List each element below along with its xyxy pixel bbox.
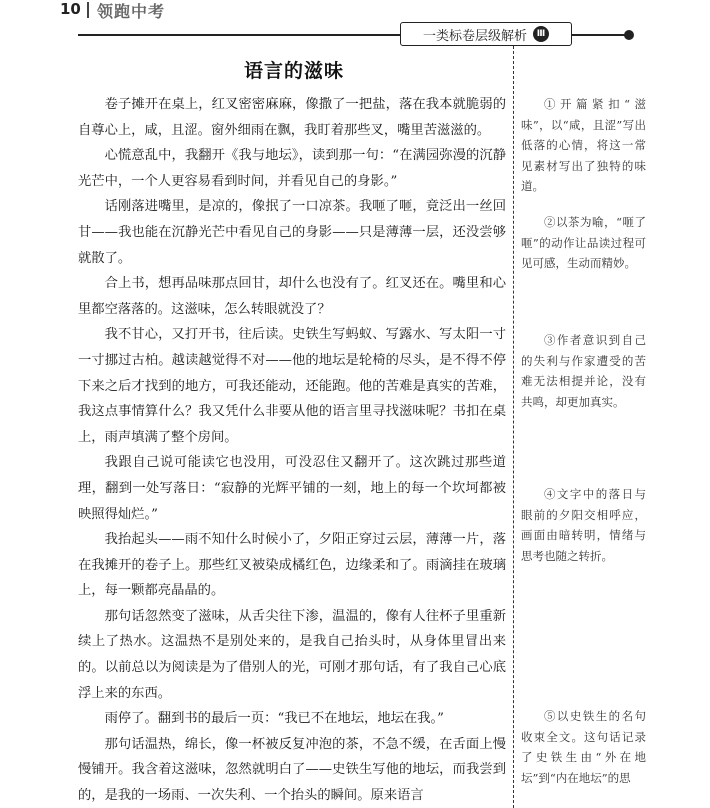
- annotation-2: ②以茶为喻，“咂了咂”的动作让品读过程可见可感，生动而精妙。: [521, 215, 646, 270]
- paragraph-8: 那句话忽然变了滋味，从舌尖往下渗，温温的，像有人往杯子里重新续上了热水。这温热不是别处来的，是我自己抬头时，从身体里冒出来的。以前总以为阅读是为了借别人的光，可刚才那句话，有了我自己心底浮上来的东西。: [78, 608, 506, 701]
- book-title: 领跑中考: [97, 2, 166, 21]
- paragraph-5: 我不甘心，又打开书，往后读。史铁生写蚂蚁、写露水、写太阳一寸一寸挪过古柏。越读越觉得不对——他的地坛是轮椅的尽头，是不得不停下来之后才找到的地方，可我还能动，还能跑。他的苦难是真实的苦难，我这点事情算什么？我又凭什么非要从他的语言里寻找滋味呢？书扣在桌上，雨声填满了整个房间。: [78, 327, 506, 445]
- column-divider: [513, 46, 514, 808]
- header-rule-right: [572, 34, 628, 36]
- page-number: 10: [60, 0, 81, 18]
- annotation-3: ③作者意识到自己的失利与作家遭受的苦难无法相提并论，没有共鸣，却更加真实。: [521, 333, 646, 409]
- paragraph-1: 卷子摊开在桌上，红叉密密麻麻，像撒了一把盐，落在我本就脆弱的自尊心上，咸，且涩。窗外细雨在飘，我盯着那些叉，嘴里苦滋滋的。: [78, 97, 506, 138]
- paragraph-3: 话刚落进嘴里，是凉的，像抿了一口凉茶。我咂了咂，竟泛出一丝回甘——我也能在沉静光芒中看见自己的身影——只是薄薄一层，还没尝够就散了。: [78, 199, 506, 266]
- header-separator: [87, 2, 89, 18]
- paragraph-9: 雨停了。翻到书的最后一页：“我已不在地坛，地坛在我。”: [104, 711, 444, 727]
- section-tag-label: 一类标卷层级解析: [422, 28, 527, 44]
- paragraph-7: 我抬起头——雨不知什么时候小了，夕阳正穿过云层，薄薄一片，落在我摊开的卷子上。那些红叉被染成橘红色，边缘柔和了。雨滴挂在玻璃上，每一颗都亮晶晶的。: [78, 532, 506, 599]
- annotation-5: ⑤以史铁生的名句收束全文。这句话记录了史铁生由“外在地坛”到“内在地坛”的思: [521, 709, 646, 785]
- article-body: [78, 92, 506, 808]
- paragraph-2: 心慌意乱中，我翻开《我与地坛》，读到那一句：“在满园弥漫的沉静光芒中，一个人更容易看到时间，并看见自己的身影。”: [78, 148, 506, 189]
- article-title: 语言的滋味: [243, 60, 344, 82]
- annotation-1: ①开篇紧扣“滋味”，以“咸，且涩”写出低落的心情，将这一常见素材写出了独特的味道。: [521, 97, 646, 193]
- paragraph-4: 合上书，想再品味那点回甘，却什么也没有了。红叉还在。嘴里和心里都空落落的。这滋味，怎么转眼就没了？: [78, 276, 506, 317]
- section-tag: [400, 22, 572, 46]
- header-rule-dot: [624, 30, 634, 40]
- paragraph-10: 那句话温热，绵长，像一杯被反复冲泡的茶，不急不缓，在舌面上慢慢铺开。我含着这滋味，忽然就明白了——史铁生写他的地坛，而我尝到的，是我的一场雨、一次失利、一个抬头的瞬间。原来语言: [78, 736, 506, 804]
- paragraph-6: 我跟自己说可能读它也没用，可没忍住又翻开了。这次跳过那些道理，翻到一处写落日：“寂静的光辉平铺的一刻，地上的每一个坎坷都被映照得灿烂。”: [78, 455, 506, 522]
- annotation-4: ④文字中的落日与眼前的夕阳交相呼应，画面由暗转明，情绪与思考也随之转折。: [521, 487, 646, 563]
- section-number-badge: Ⅲ: [533, 26, 549, 42]
- header-rule-left: [78, 34, 400, 36]
